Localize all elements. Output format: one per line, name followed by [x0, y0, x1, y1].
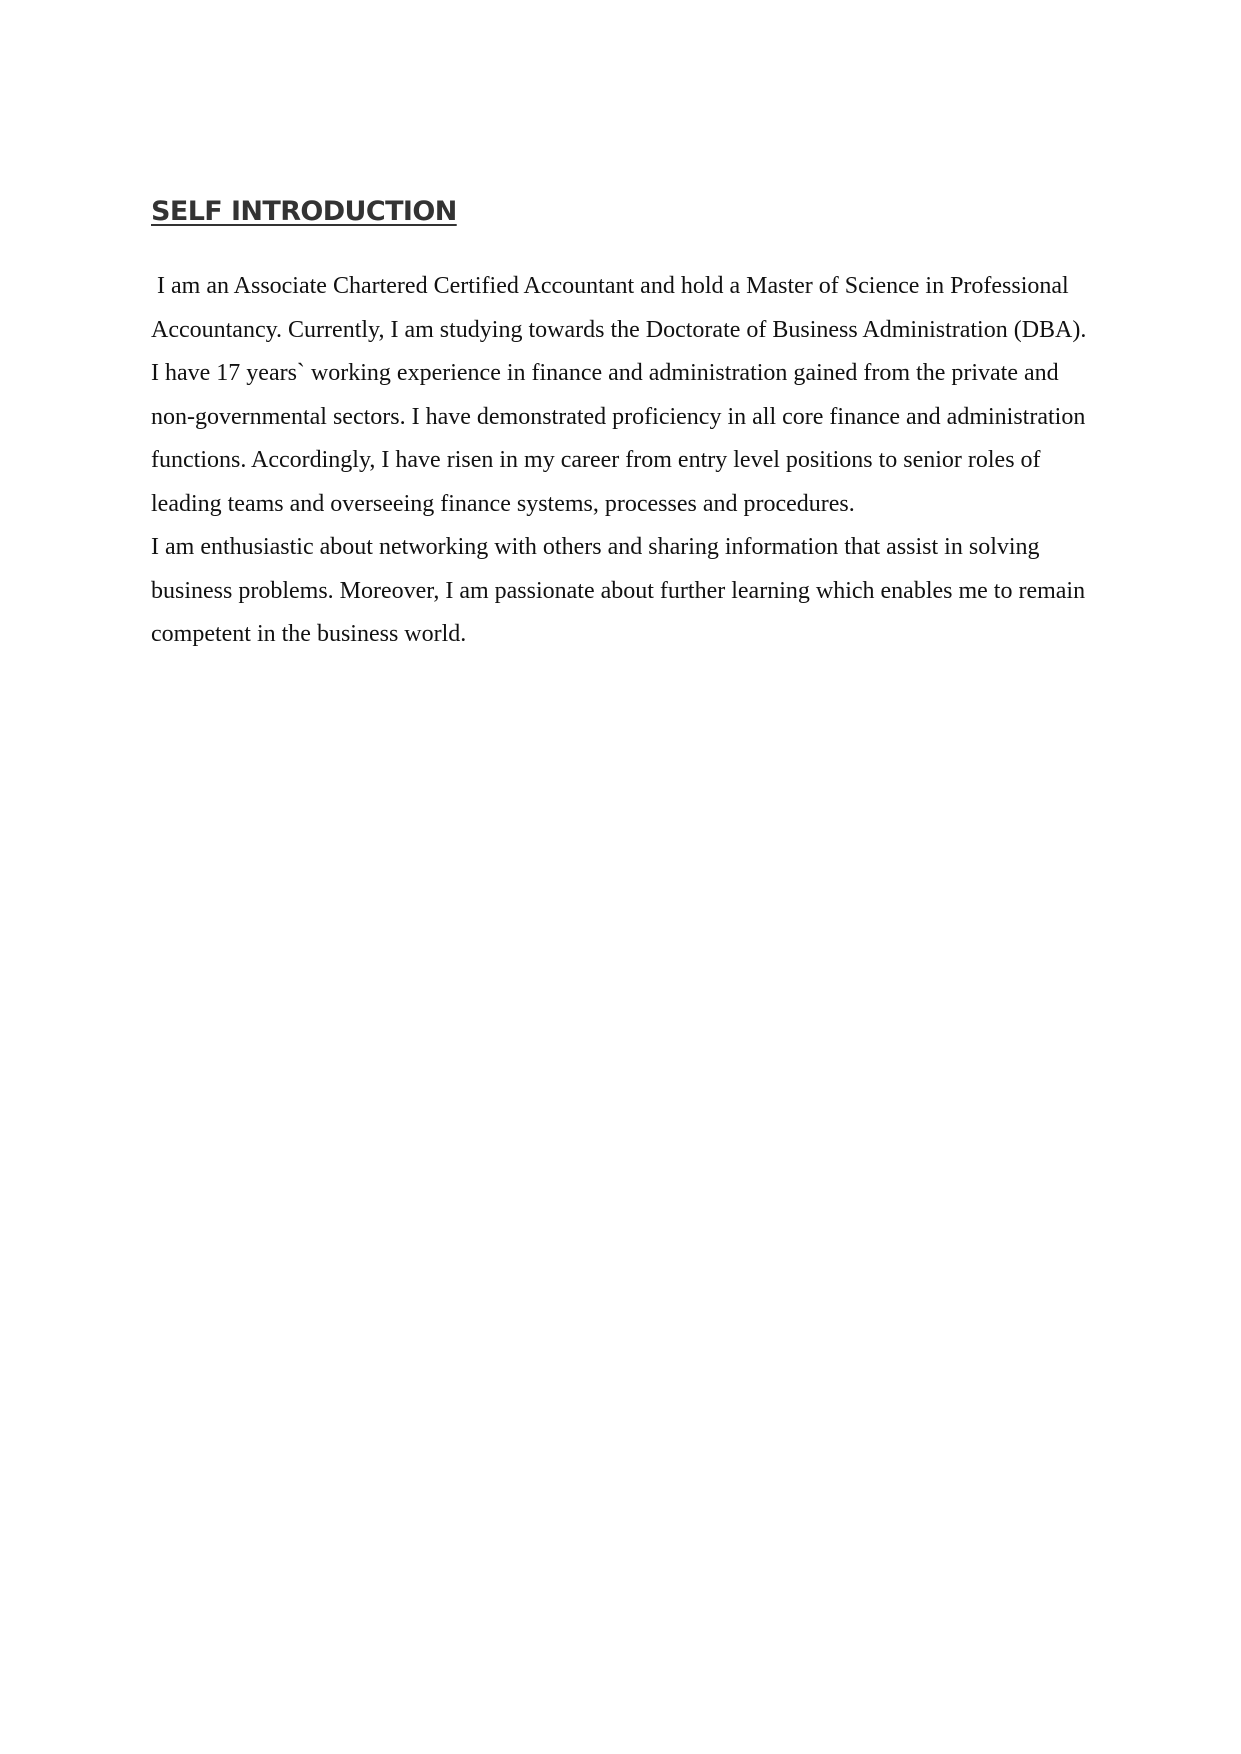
document-content	[151, 193, 1101, 657]
paragraph-interests: I am enthusiastic about networking with others and sharing information that assist in solving business problems. Moreover, I am passionate about further learning which enables me to remain competent in the business world.	[151, 534, 1086, 647]
paragraph-experience: I have 17 years` working experience in finance and administration gained from the private and non-governmental sectors. I have demonstrated proficiency in all core finance and administration functions. Accordingly, I have risen in my career from entry level positions to senior roles of leading teams and overseeing finance systems, processes and procedures.	[151, 360, 1086, 517]
page-title: SELF INTRODUCTION	[151, 196, 457, 227]
paragraph-qualifications: I am an Associate Chartered Certified Accountant and hold a Master of Science in Professional Accountancy. Currently, I am studying towards the Doctorate of Business Administration (DBA).	[151, 273, 1087, 343]
self-introduction-body	[151, 265, 1101, 657]
